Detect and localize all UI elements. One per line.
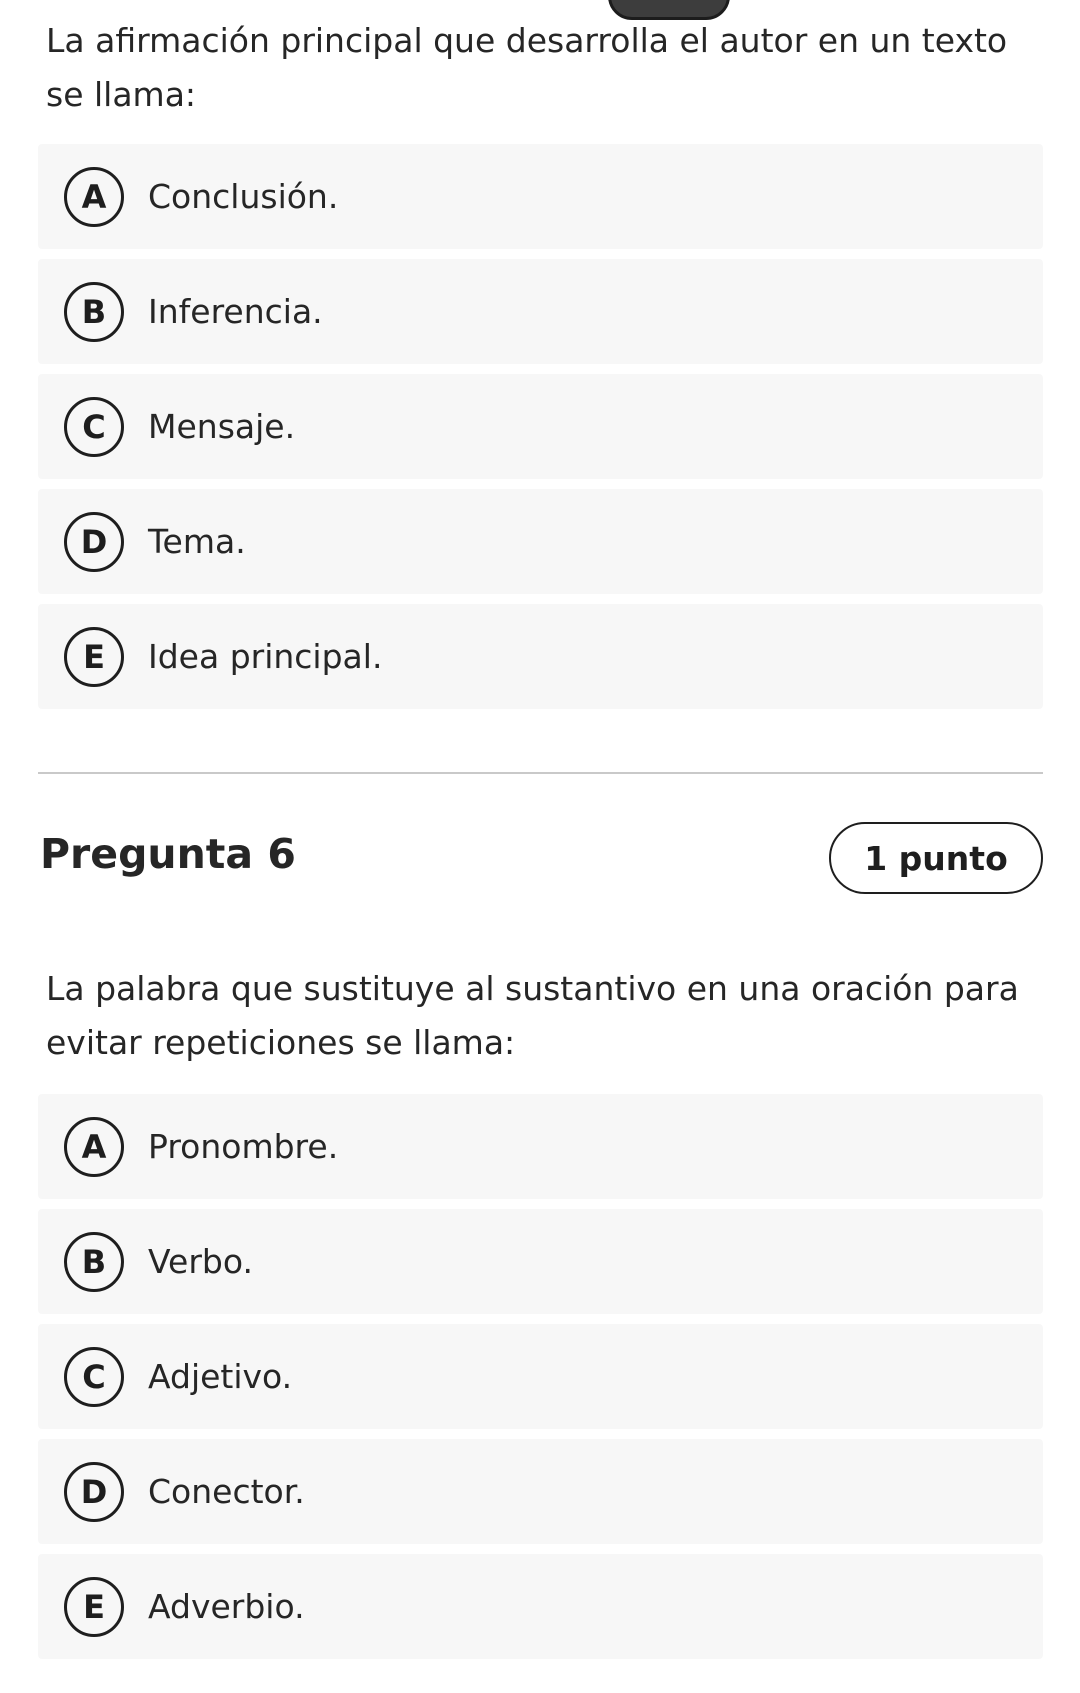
option-label: Pronombre.	[148, 1127, 339, 1166]
option-letter: B	[64, 1232, 124, 1292]
question-text: La palabra que sustituye al sustantivo en una oración para evitar repeticiones se llama:	[46, 969, 1019, 1062]
option-d[interactable]	[38, 1439, 1043, 1544]
question-block-5	[38, 14, 1043, 719]
option-e[interactable]	[38, 604, 1043, 709]
option-label: Verbo.	[148, 1242, 253, 1281]
option-letter: B	[64, 282, 124, 342]
option-label: Tema.	[148, 522, 246, 561]
question-title: Pregunta 6	[40, 830, 296, 878]
question-text: La afirmación principal que desarrolla el autor en un texto se llama:	[46, 21, 1008, 114]
option-letter: E	[64, 627, 124, 687]
option-label: Adverbio.	[148, 1587, 305, 1626]
option-d[interactable]	[38, 489, 1043, 594]
option-b[interactable]	[38, 259, 1043, 364]
question-header	[38, 822, 1043, 894]
option-label: Adjetivo.	[148, 1357, 293, 1396]
option-letter: A	[64, 1117, 124, 1177]
options-list	[38, 1094, 1043, 1659]
option-a[interactable]	[38, 1094, 1043, 1199]
options-list	[38, 144, 1043, 709]
option-e[interactable]	[38, 1554, 1043, 1659]
option-letter: A	[64, 167, 124, 227]
option-letter: D	[64, 1462, 124, 1522]
option-c[interactable]	[38, 1324, 1043, 1429]
question-block-6	[38, 962, 1043, 1669]
points-badge: 1 punto	[829, 822, 1043, 894]
option-label: Inferencia.	[148, 292, 323, 331]
option-label: Conector.	[148, 1472, 305, 1511]
option-letter: C	[64, 397, 124, 457]
option-letter: E	[64, 1577, 124, 1637]
option-b[interactable]	[38, 1209, 1043, 1314]
option-label: Mensaje.	[148, 407, 296, 446]
option-a[interactable]	[38, 144, 1043, 249]
option-label: Conclusión.	[148, 177, 339, 216]
option-letter: C	[64, 1347, 124, 1407]
option-label: Idea principal.	[148, 637, 383, 676]
option-letter: D	[64, 512, 124, 572]
section-divider	[38, 772, 1043, 774]
option-c[interactable]	[38, 374, 1043, 479]
